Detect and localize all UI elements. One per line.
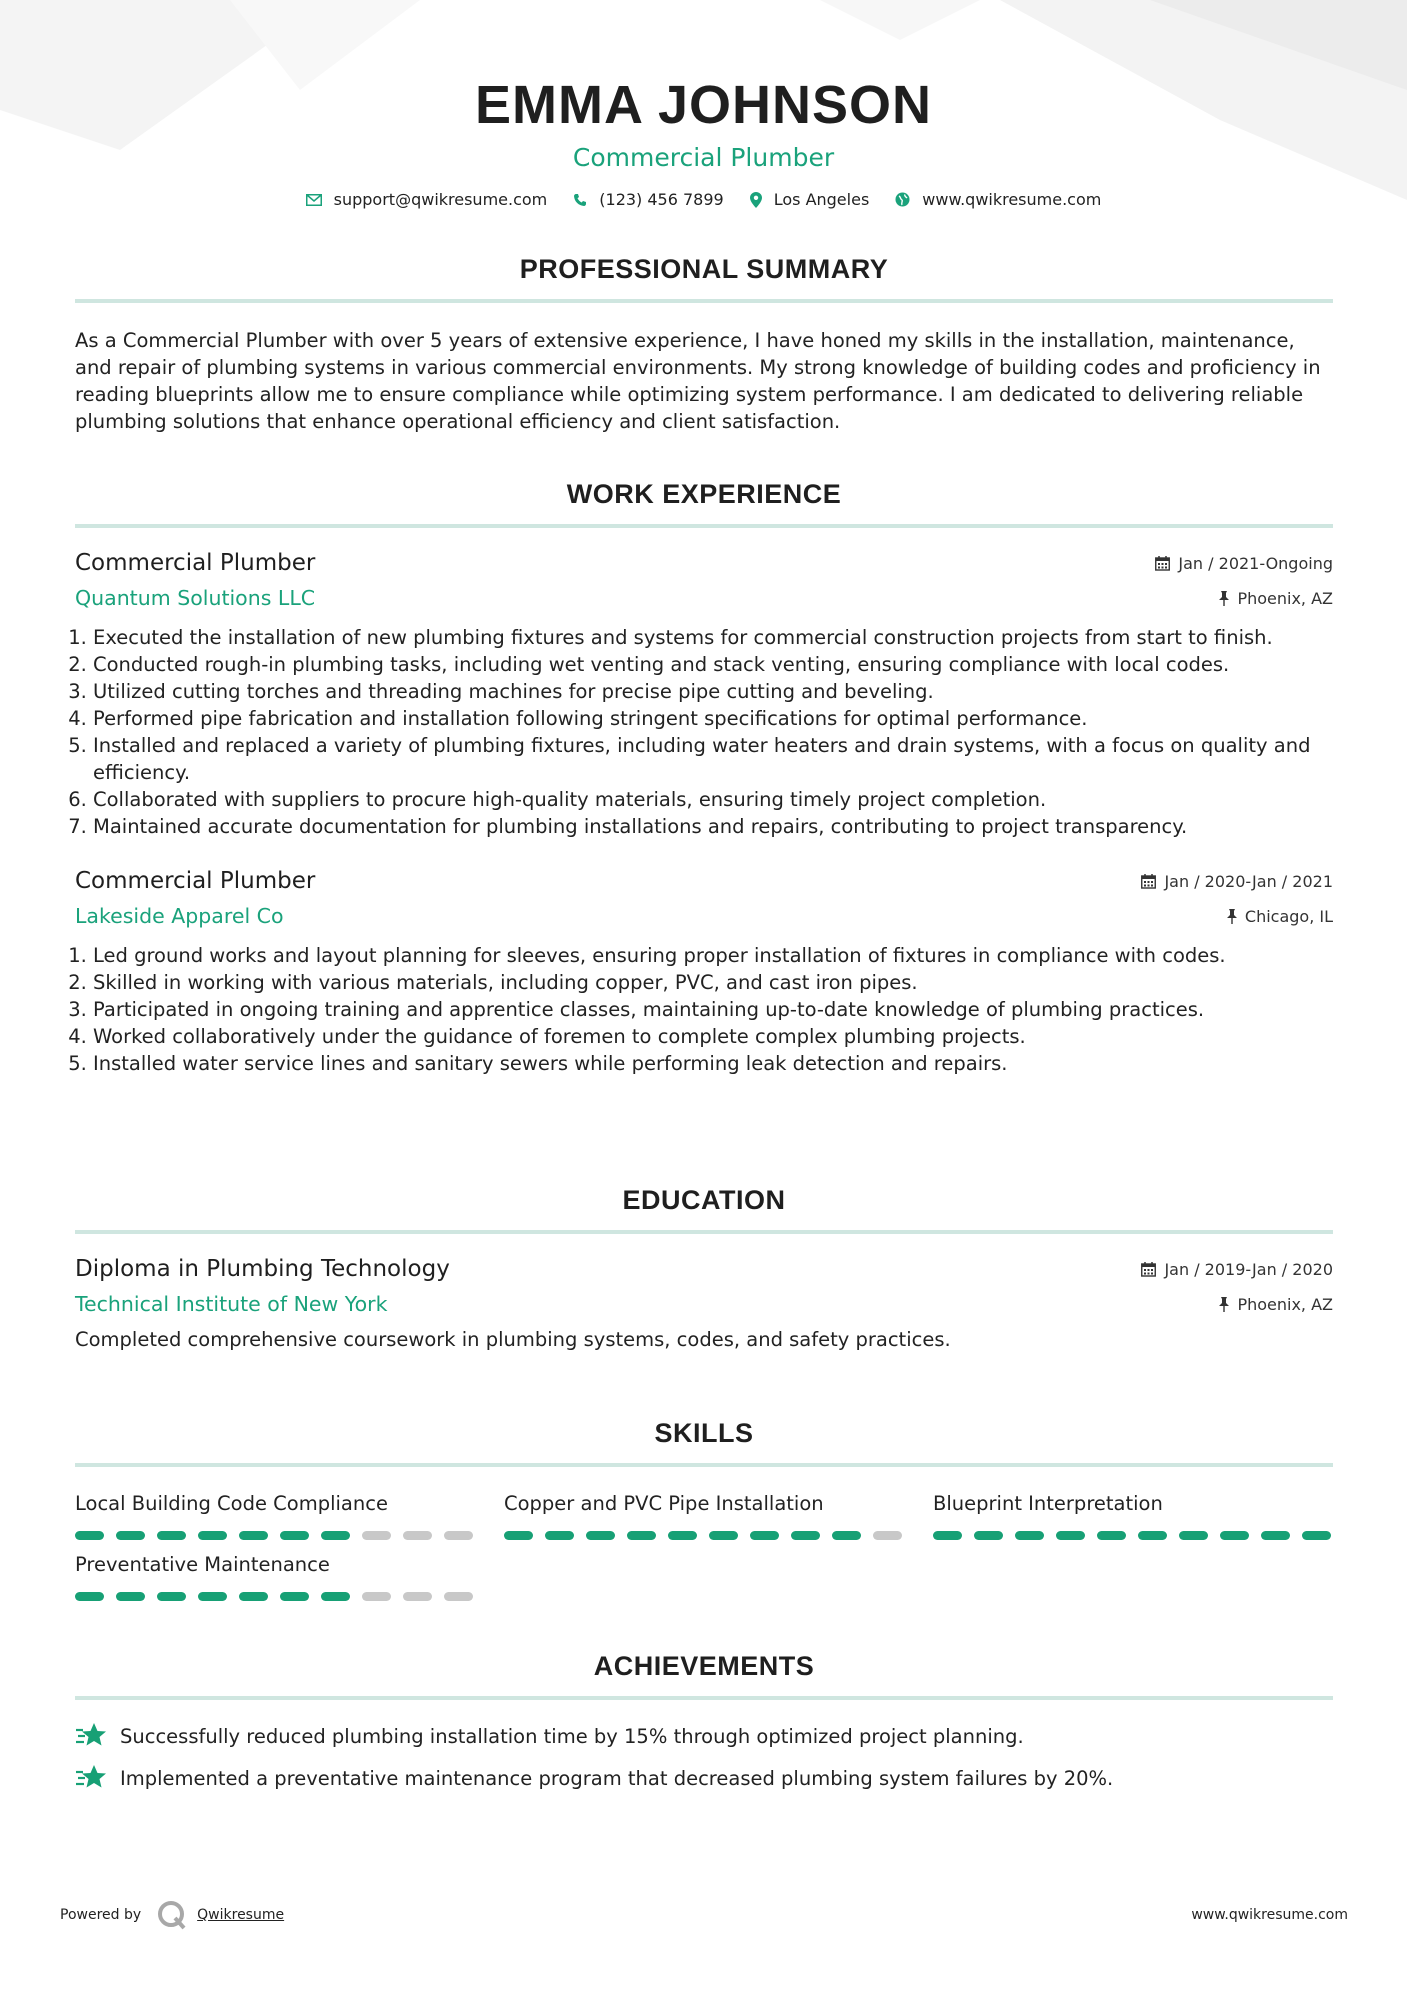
skill-item <box>75 1491 475 1540</box>
skills-grid <box>75 1491 1333 1601</box>
skill-dash-filled <box>280 1531 309 1540</box>
school-name: Technical Institute of New York <box>75 1292 388 1316</box>
pushpin-icon <box>1219 1297 1229 1312</box>
achievement-text: Successfully reduced plumbing installation time by 15% through optimized project planning. <box>120 1724 1024 1748</box>
globe-icon <box>895 192 910 207</box>
pushpin-icon <box>1227 909 1237 924</box>
skill-dash-filled <box>933 1531 962 1540</box>
star-icon <box>75 1722 108 1750</box>
skill-dash-filled <box>1056 1531 1085 1540</box>
contact-phone[interactable] <box>573 190 723 209</box>
skill-dash-filled <box>791 1531 820 1540</box>
skill-dash-filled <box>1220 1531 1249 1540</box>
list-item: 4. Worked collaboratively under the guidance of foremen to complete complex plumbing projects. <box>93 1023 1333 1050</box>
contact-location <box>750 190 870 209</box>
email-text: support@qwikresume.com <box>333 190 548 209</box>
section-divider <box>75 1230 1333 1234</box>
summary-text: As a Commercial Plumber with over 5 years of extensive experience, I have honed my skills in the installation, maintenance, and repair of plumbing systems in various commercial environments. My strong knowledge of building codes and proficiency in reading blueprints allow me to ensure compliance while optimizing system performance. I am dedicated to delivering reliable plumbing solutions that enhance operational efficiency and client satisfaction. <box>75 329 1321 433</box>
skill-dash-filled <box>75 1592 104 1601</box>
job-entry <box>75 550 1333 840</box>
job-dates-text: Jan / 2021-Ongoing <box>1178 553 1333 573</box>
skill-dash-empty <box>873 1531 902 1540</box>
skill-dash-empty <box>403 1592 432 1601</box>
skill-dash-filled <box>198 1531 227 1540</box>
list-item: 2. Skilled in working with various materials, including copper, PVC, and cast iron pipes. <box>93 969 1333 996</box>
list-item: 1. Executed the installation of new plumbing fixtures and systems for commercial construction projects from start to finish. <box>93 624 1333 651</box>
achievements-section <box>75 1651 1333 1806</box>
list-item: 3. Utilized cutting torches and threading machines for precise pipe cutting and beveling. <box>93 678 1333 705</box>
section-title-achievements: ACHIEVEMENTS <box>593 1651 815 1681</box>
section-title-education: EDUCATION <box>622 1185 786 1215</box>
list-item: 5. Installed and replaced a variety of plumbing fixtures, including water heaters and drain systems, with a focus on quality and efficiency. <box>93 732 1333 786</box>
skill-dash-filled <box>545 1531 574 1540</box>
list-item: 1. Led ground works and layout planning for sleeves, ensuring proper installation of fixtures in compliance with codes. <box>93 942 1333 969</box>
section-divider <box>75 524 1333 528</box>
location-text: Los Angeles <box>773 190 870 209</box>
job-location <box>1227 907 1333 926</box>
education-dates <box>1141 1260 1333 1279</box>
skill-dash-filled <box>239 1592 268 1601</box>
education-location <box>1219 1295 1333 1314</box>
job-dates-text: Jan / 2020-Jan / 2021 <box>1164 871 1333 891</box>
map-marker-icon <box>750 192 762 208</box>
resume-header <box>0 0 1407 209</box>
skill-dash-filled <box>750 1531 779 1540</box>
skill-name: Preventative Maintenance <box>75 1553 330 1576</box>
contact-email[interactable] <box>306 190 548 209</box>
powered-by-label: Powered by <box>60 1907 142 1923</box>
list-item: 3. Participated in ongoing training and apprentice classes, maintaining up-to-date knowledge of plumbing practices. <box>93 996 1333 1023</box>
list-item: 7. Maintained accurate documentation for plumbing installations and repairs, contributing to project transparency. <box>93 813 1333 840</box>
skill-level-bar <box>933 1531 1333 1540</box>
section-divider <box>75 1696 1333 1700</box>
education-location-text: Phoenix, AZ <box>1237 1294 1333 1314</box>
skill-dash-filled <box>1302 1531 1331 1540</box>
skill-dash-empty <box>362 1592 391 1601</box>
envelope-icon <box>306 194 322 206</box>
skill-name: Copper and PVC Pipe Installation <box>504 1492 824 1515</box>
skill-dash-filled <box>627 1531 656 1540</box>
skill-dash-filled <box>1179 1531 1208 1540</box>
phone-text: (123) 456 7899 <box>599 190 724 209</box>
job-title: Commercial Plumber <box>75 868 316 894</box>
section-title-skills: SKILLS <box>654 1418 754 1448</box>
skill-name: Local Building Code Compliance <box>75 1492 388 1515</box>
calendar-icon <box>1141 874 1156 889</box>
page-footer <box>60 1900 1348 1930</box>
list-item: 2. Conducted rough-in plumbing tasks, including wet venting and stack venting, ensuring compliance with local codes. <box>93 651 1333 678</box>
skill-dash-filled <box>504 1531 533 1540</box>
skill-dash-filled <box>1138 1531 1167 1540</box>
degree-title: Diploma in Plumbing Technology <box>75 1256 450 1282</box>
education-section <box>75 1185 1333 1353</box>
job-location <box>1219 589 1333 608</box>
duty-list <box>75 942 1333 1077</box>
skill-dash-filled <box>75 1531 104 1540</box>
skills-section <box>75 1418 1333 1601</box>
section-divider <box>75 1463 1333 1467</box>
skill-dash-filled <box>1261 1531 1290 1540</box>
education-dates-text: Jan / 2019-Jan / 2020 <box>1164 1259 1333 1279</box>
section-title-summary: PROFESSIONAL SUMMARY <box>519 254 889 284</box>
skill-dash-empty <box>444 1531 473 1540</box>
company-name: Quantum Solutions LLC <box>75 586 316 610</box>
company-name: Lakeside Apparel Co <box>75 904 284 928</box>
skill-dash-filled <box>321 1531 350 1540</box>
skill-item <box>933 1491 1333 1540</box>
skill-dash-filled <box>974 1531 1003 1540</box>
job-dates <box>1141 872 1333 891</box>
contact-website[interactable] <box>895 190 1101 209</box>
achievement-text: Implemented a preventative maintenance program that decreased plumbing system failures by 20%. <box>120 1766 1114 1790</box>
qwikresume-logo-icon <box>157 1900 187 1930</box>
job-entry <box>75 868 1333 1077</box>
skill-item <box>504 1491 904 1540</box>
job-dates <box>1155 554 1333 573</box>
list-item: 5. Installed water service lines and sanitary sewers while performing leak detection and repairs. <box>93 1050 1333 1077</box>
skill-level-bar <box>75 1592 475 1601</box>
section-divider <box>75 299 1333 303</box>
skill-name: Blueprint Interpretation <box>933 1492 1163 1515</box>
skill-dash-empty <box>362 1531 391 1540</box>
skill-dash-filled <box>668 1531 697 1540</box>
pushpin-icon <box>1219 591 1229 606</box>
skill-dash-filled <box>157 1592 186 1601</box>
skill-dash-filled <box>321 1592 350 1601</box>
skill-dash-filled <box>116 1531 145 1540</box>
phone-icon <box>573 193 587 207</box>
footer-website-link[interactable]: www.qwikresume.com <box>1191 1907 1348 1923</box>
skill-dash-empty <box>403 1531 432 1540</box>
summary-section <box>75 254 1333 435</box>
skill-level-bar <box>75 1531 475 1540</box>
achievement-item <box>75 1764 1333 1792</box>
skill-dash-filled <box>1015 1531 1044 1540</box>
experience-section <box>75 479 1333 1077</box>
list-item: 6. Collaborated with suppliers to procure high-quality materials, ensuring timely project completion. <box>93 786 1333 813</box>
skill-dash-filled <box>709 1531 738 1540</box>
achievement-item <box>75 1722 1333 1750</box>
candidate-name: EMMA JOHNSON <box>474 75 933 135</box>
skill-dash-filled <box>198 1592 227 1601</box>
education-description: Completed comprehensive coursework in plumbing systems, codes, and safety practices. <box>75 1328 951 1351</box>
job-location-text: Phoenix, AZ <box>1237 588 1333 608</box>
website-text: www.qwikresume.com <box>922 190 1102 209</box>
star-icon <box>75 1764 108 1792</box>
skill-dash-filled <box>832 1531 861 1540</box>
skill-dash-filled <box>586 1531 615 1540</box>
job-title: Commercial Plumber <box>75 550 316 576</box>
calendar-icon <box>1155 556 1170 571</box>
skill-dash-empty <box>444 1592 473 1601</box>
section-title-experience: WORK EXPERIENCE <box>566 479 842 509</box>
skill-dash-filled <box>157 1531 186 1540</box>
calendar-icon <box>1141 1262 1156 1277</box>
duty-list <box>75 624 1333 840</box>
skill-dash-filled <box>239 1531 268 1540</box>
skill-dash-filled <box>280 1592 309 1601</box>
candidate-title: Commercial Plumber <box>572 143 835 172</box>
skill-dash-filled <box>116 1592 145 1601</box>
brand-link[interactable]: Qwikresume <box>197 1907 285 1923</box>
skill-dash-filled <box>1097 1531 1126 1540</box>
skill-item <box>75 1552 475 1601</box>
job-location-text: Chicago, IL <box>1244 906 1333 926</box>
list-item: 4. Performed pipe fabrication and installation following stringent specifications for optimal performance. <box>93 705 1333 732</box>
skill-level-bar <box>504 1531 904 1540</box>
contact-bar <box>0 190 1407 209</box>
